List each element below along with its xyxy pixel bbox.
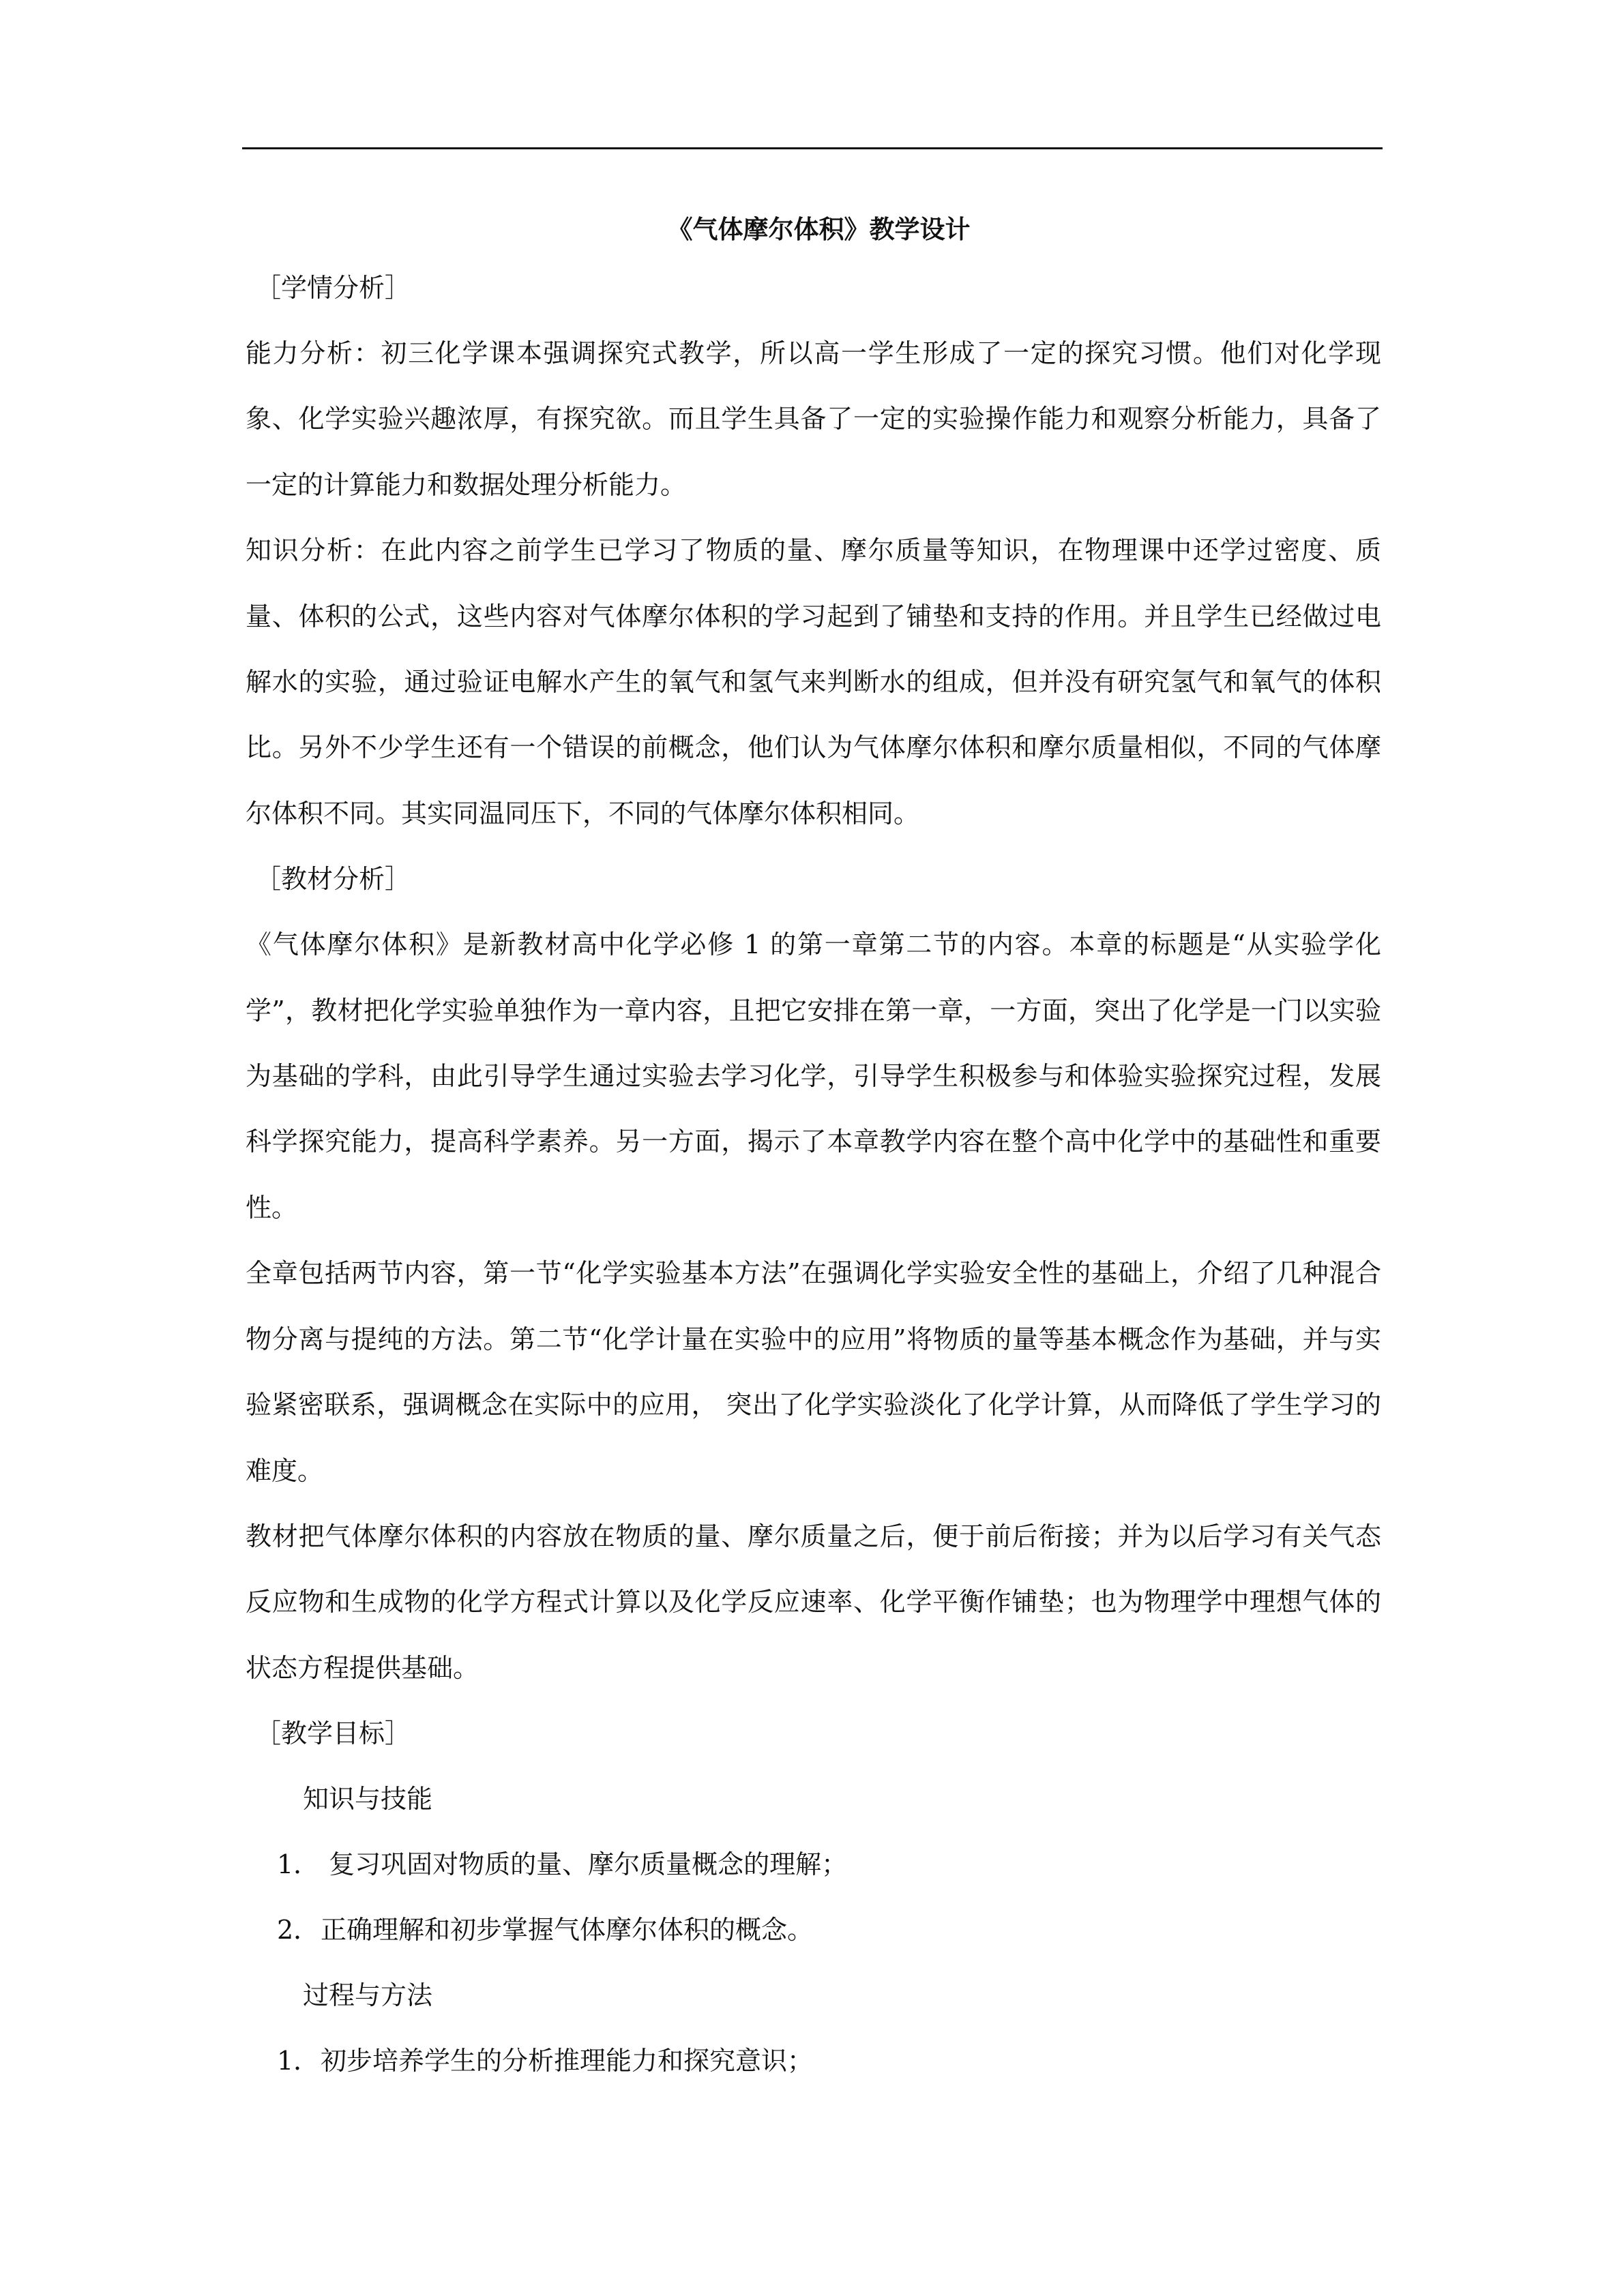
document-title: 《气体摩尔体积》教学设计	[667, 215, 971, 244]
paragraph-ability: 能力分析：初三化学课本强调探究式教学，所以高一学生形成了一定的探究习惯。他们对化学现象、化学实验兴趣浓厚，有探究欲。而且学生具备了一定的实验操作能力和观察分析能力，具备了一定的计算能力和数据处理分析能力。	[246, 338, 1381, 500]
header-rule	[242, 147, 1383, 149]
section-heading-learner: ［学情分析］	[255, 273, 411, 303]
section-heading-textbook: ［教材分析］	[255, 864, 411, 895]
list-text: 正确理解和初步掌握气体摩尔体积的概念。	[321, 1915, 814, 1945]
list-text: 初步培养学生的分析推理能力和探究意识；	[321, 2046, 814, 2076]
list-number: 2．	[277, 1915, 320, 1945]
list-number: 1．	[277, 1849, 320, 1880]
document-body	[246, 205, 1381, 2093]
list-text: 复习巩固对物质的量、摩尔质量概念的理解；	[321, 1849, 848, 1880]
list-item	[246, 1832, 1381, 1897]
paragraph-textbook-intro: 《气体摩尔体积》是新教材高中化学必修 1 的第一章第二节的内容。本章的标题是“从实验学化学”，教材把化学实验单独作为一章内容，且把它安排在第一章，一方面，突出了化学是一门以实验为基础的学科，由此引导学生通过实验去学习化学，引导学生积极参与和体验实验探究过程，发展科学探究能力，提高科学素养。另一方面，揭示了本章教学内容在整个高中化学中的基础性和重要性。	[246, 929, 1381, 1223]
section-heading-objectives: ［教学目标］	[255, 1718, 411, 1749]
list-item	[246, 1897, 1381, 1963]
list-number: 1．	[277, 2046, 320, 2076]
paragraph-placement: 教材把气体摩尔体积的内容放在物质的量、摩尔质量之后，便于前后衔接；并为以后学习有关气态反应物和生成物的化学方程式计算以及化学反应速率、化学平衡作铺垫；也为物理学中理想气体的状态方程提供基础。	[246, 1521, 1381, 1683]
paragraph-chapter-content: 全章包括两节内容，第一节“化学实验基本方法”在强调化学实验安全性的基础上，介绍了几种混合物分离与提纯的方法。第二节“化学计量在实验中的应用”将物质的量等基本概念作为基础，并与实验紧密联系，强调概念在实际中的应用， 突出了化学实验淡化了化学计算，从而降低了学生学习的难度。	[246, 1258, 1381, 1486]
list-item	[246, 2028, 1381, 2093]
paragraph-knowledge: 知识分析：在此内容之前学生已学习了物质的量、摩尔质量等知识，在物理课中还学过密度、质量、体积的公式，这些内容对气体摩尔体积的学习起到了铺垫和支持的作用。并且学生已经做过电解水的实验，通过验证电解水产生的氧气和氢气来判断水的组成，但并没有研究氢气和氧气的体积比。另外不少学生还有一个错误的前概念，他们认为气体摩尔体积和摩尔质量相似，不同的气体摩尔体积不同。其实同温同压下，不同的气体摩尔体积相同。	[246, 535, 1381, 829]
subheading-knowledge-skills: 知识与技能	[303, 1784, 433, 1815]
subheading-process-methods: 过程与方法	[303, 1980, 433, 2011]
